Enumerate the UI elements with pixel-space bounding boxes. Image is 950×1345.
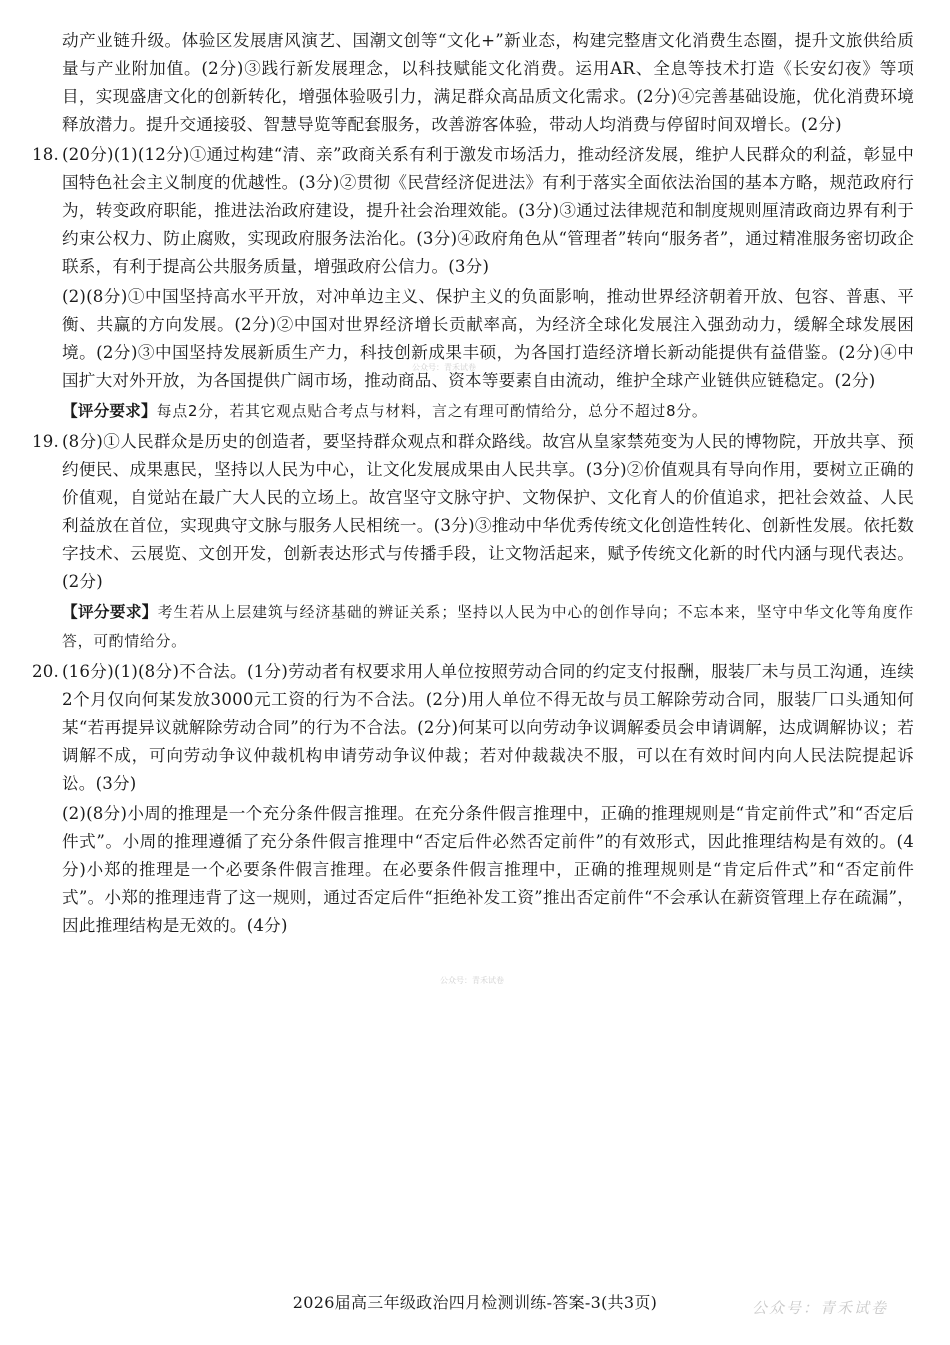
question-18-grading-note <box>62 397 914 426</box>
question-18-part-1 <box>32 141 914 281</box>
watermark-mid-2: 公众号：青禾试卷 <box>440 976 504 985</box>
question-20-part-2: (2)(8分)小周的推理是一个充分条件假言推理。在充分条件假言推理中，正确的推理规则是“肯定前件式”和“否定后件式”。小周的推理遵循了充分条件假言推理中“否定后件必然否定前件”的有效形式，因此推理结构是有效的。(4分)小郑的推理是一个必要条件假言推理。在必要条件假言推理中，正确的推理规则是“肯定后件式”和“否定前件式”。小郑的推理违背了这一规则，通过否定后件“拒绝补发工资”推出否定前件“不会承认在薪资管理上存在疏漏”，因此推理结构是无效的。(4分) <box>62 804 914 935</box>
grading-note-tag: 【评分要求】 <box>62 401 157 420</box>
answer-content <box>32 27 914 942</box>
question-19-text: (8分)①人民群众是历史的创造者，要坚持群众观点和群众路线。故宫从皇家禁苑变为人民的博物院，开放共享、预约便民、成果惠民，坚持以人民为中心，让文化发展成果由人民共享。(3分)②价值观具有导向作用，要树立正确的价值观，自觉站在最广大人民的立场上。故宫坚守文脉守护、文物保护、文化育人的价值追求，把社会效益、人民利益放在首位，实现典守文脉与服务人民相统一。(3分)③推动中华优秀传统文化创造性转化、创新性发展。依托数字技术、云展览、文创开发，创新表达形式与传播手段，让文物活起来，赋予传统文化新的时代内涵与现代表达。(2分) <box>62 432 914 591</box>
watermark-corner: 公众号：青禾试卷 <box>751 1299 888 1317</box>
question-18-part-1-text: (20分)(1)(12分)①通过构建“清、亲”政商关系有利于激发市场活力，推动经济发展，维护人民群众的利益，彰显中国特色社会主义制度的优越性。(3分)②贯彻《民营经济促进法》有利于落实全面依法治国的基本方略，规范政府行为，转变政府职能，推进法治政府建设，提升社会治理效能。(3分)③通过法律规范和制度规则厘清政商边界有利于约束公权力、防止腐败，实现政府服务法治化。(3分)④政府角色从“管理者”转向“服务者”，通过精准服务密切政企联系，有利于提高公共服务质量，增强政府公信力。(3分) <box>62 145 914 276</box>
page-footer: 2026届高三年级政治四月检测训练-答案-3(共3页) <box>292 1293 658 1312</box>
question-20-number: 20. <box>32 662 59 681</box>
question-20-part-1 <box>32 658 914 798</box>
watermark-mid-1: 公众号：青禾试卷 <box>412 363 476 372</box>
grading-note-text: 考生若从上层建筑与经济基础的辨证关系；坚持以人民为中心的创作导向；不忘本来，坚守中华文化等角度作答，可酌情给分。 <box>62 604 914 650</box>
question-19 <box>32 428 914 596</box>
grading-note-tag: 【评分要求】 <box>62 602 158 621</box>
question-19-number: 19. <box>32 432 59 451</box>
grading-note-text: 每点2分，若其它观点贴合考点与材料，言之有理可酌情给分，总分不超过8分。 <box>156 403 708 420</box>
question-20-part-1-text: (16分)(1)(8分)不合法。(1分)劳动者有权要求用人单位按照劳动合同的约定支付报酬，服装厂未与员工沟通，连续2个月仅向何某发放3000元工资的行为不合法。(2分)用人单位不得无故与员工解除劳动合同，服装厂口头通知何某“若再提异议就解除劳动合同”的行为不合法。(2分)何某可以向劳动争议调解委员会申请调解，达成调解协议；若调解不成，可向劳动争议仲裁机构申请劳动争议仲裁；若对仲裁裁决不服，可以在有效时间内向人民法院提起诉讼。(3分) <box>62 662 914 793</box>
question-19-grading-note <box>62 598 914 656</box>
question-18-number: 18. <box>32 145 59 164</box>
question-18-part-2: (2)(8分)①中国坚持高水平开放，对冲单边主义、保护主义的负面影响，推动世界经济朝着开放、包容、普惠、平衡、共赢的方向发展。(2分)②中国对世界经济增长贡献率高，为经济全球化发展注入强劲动力，缓解全球发展困境。(2分)③中国坚持发展新质生产力，科技创新成果丰硕，为各国打造经济增长新动能提供有益借鉴。(2分)④中国扩大对外开放，为各国提供广阔市场，推动商品、资本等要素自由流动，维护全球产业链供应链稳定。(2分) <box>62 287 914 390</box>
intro-paragraph: 动产业链升级。体验区发展唐风演艺、国潮文创等“文化+”新业态，构建完整唐文化消费生态圈，提升文旅供给质量与产业附加值。(2分)③践行新发展理念，以科技赋能文化消费。运用AR、全息等技术打造《长安幻夜》等项目，实现盛唐文化的创新转化，增强体验吸引力，满足群众高品质文化需求。(2分)④完善基础设施，优化消费环境释放潜力。提升交通接驳、智慧导览等配套服务，改善游客体验，带动人均消费与停留时间双增长。(2分) <box>62 31 914 134</box>
